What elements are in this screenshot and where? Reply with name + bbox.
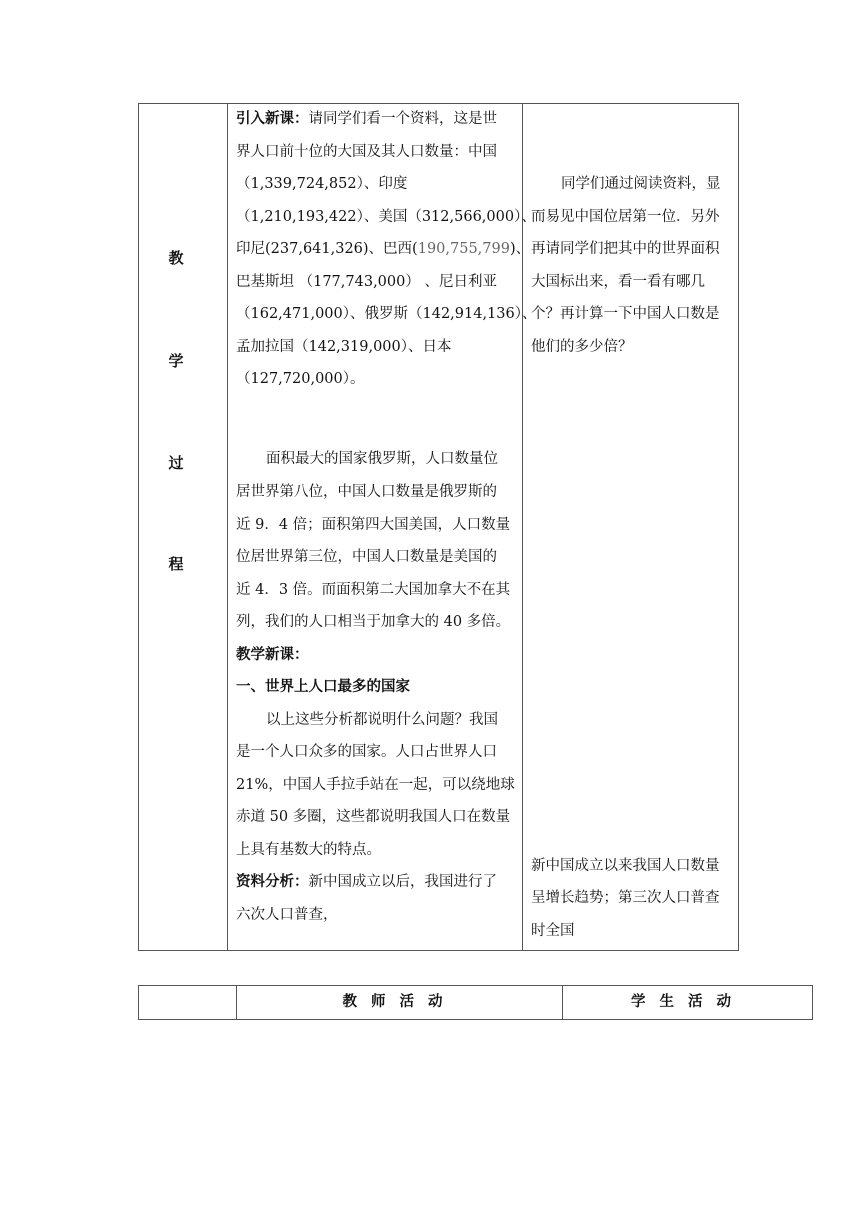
section-char-4: 程 bbox=[168, 555, 184, 573]
intro-line-2: 界人口前十位的大国及其人口数量：中国 bbox=[236, 144, 497, 160]
intro-line-5c: )、 bbox=[509, 241, 531, 257]
analysis-line-1 bbox=[236, 866, 497, 898]
student-para1-line-2: 而易见中国位居第一位．另外 bbox=[531, 209, 720, 225]
intro-line-3: （1,339,724,852）、印度 bbox=[236, 176, 408, 192]
section-heading: 一、世界上人口最多的国家 bbox=[236, 678, 410, 695]
intro-label: 引入新课： bbox=[236, 110, 309, 127]
para2-line-3: 近 9．4 倍；面积第四大国美国，人口数量 bbox=[236, 517, 511, 533]
intro-line-7: （162,471,000）、俄罗斯（142,914,136）、 bbox=[236, 306, 537, 322]
student-para1-line-4: 大国标出来，看一看有哪几 bbox=[531, 274, 705, 290]
para3-line-5: 上具有基数大的特点。 bbox=[236, 842, 381, 858]
para2-line-4: 位居世界第三位，中国人口数量是美国的 bbox=[236, 549, 497, 565]
student-para1-line-1: 同学们通过阅读资料，显 bbox=[561, 176, 721, 192]
student-para2-line-2: 呈增长趋势；第三次人口普查 bbox=[531, 890, 720, 906]
section-char-1: 教 bbox=[168, 249, 184, 267]
student-para1-line-5: 个？再计算一下中国人口数是 bbox=[531, 306, 720, 322]
intro-text: 请同学们看一个资料，这是世 bbox=[308, 111, 497, 127]
analysis-text: 新中国成立以后，我国进行了 bbox=[308, 874, 497, 890]
intro-line-5a: 印尼(237,641,326)、巴西( bbox=[236, 241, 418, 257]
section-char-2: 学 bbox=[168, 352, 184, 370]
brazil-population: 190,755,799 bbox=[417, 241, 510, 257]
intro-line-5 bbox=[236, 233, 530, 265]
para3-line-4: 赤道 50 多圈，这些都说明我国人口在数量 bbox=[236, 809, 511, 825]
para2-line-1: 面积最大的国家俄罗斯，人口数量位 bbox=[266, 451, 498, 467]
section-char-3: 过 bbox=[168, 454, 184, 472]
analysis-label: 资料分析： bbox=[236, 873, 309, 890]
student-activity-header: 学生活动 bbox=[631, 993, 745, 1010]
para2-line-5: 近 4．3 倍。而面积第二大国加拿大不在其 bbox=[236, 582, 511, 598]
intro-line-6: 巴基斯坦 （177,743,000） 、尼日利亚 bbox=[236, 274, 497, 290]
intro-line-8: 孟加拉国（142,319,000）、日本 bbox=[236, 339, 452, 355]
student-para1-line-3: 再请同学们把其中的世界面积 bbox=[531, 241, 720, 257]
student-para1-line-6: 他们的多少倍？ bbox=[531, 339, 633, 355]
para2-line-2: 居世界第八位，中国人口数量是俄罗斯的 bbox=[236, 484, 497, 500]
student-para2-line-1: 新中国成立以来我国人口数量 bbox=[531, 858, 720, 874]
analysis-line-2: 六次人口普查， bbox=[236, 907, 338, 923]
intro-line-9: （127,720,000）。 bbox=[236, 371, 365, 387]
para3-line-3: 21%，中国人手拉手站在一起，可以绕地球 bbox=[236, 777, 515, 793]
para2-line-6: 列，我们的人口相当于加拿大的 40 多倍。 bbox=[236, 614, 511, 630]
teacher-activity-header: 教师活动 bbox=[342, 993, 457, 1010]
new-lesson-label: 教学新课： bbox=[236, 646, 309, 663]
intro-line-4: （1,210,193,422）、美国（312,566,000）、 bbox=[236, 209, 536, 225]
para3-line-2: 是一个人口众多的国家。人口占世界人口 bbox=[236, 744, 497, 760]
intro-line-1 bbox=[236, 103, 497, 135]
student-para2-line-3: 时全国 bbox=[531, 923, 575, 939]
para3-line-1: 以上这些分析都说明什么问题？我国 bbox=[266, 712, 498, 728]
column-divider-1 bbox=[227, 103, 228, 951]
